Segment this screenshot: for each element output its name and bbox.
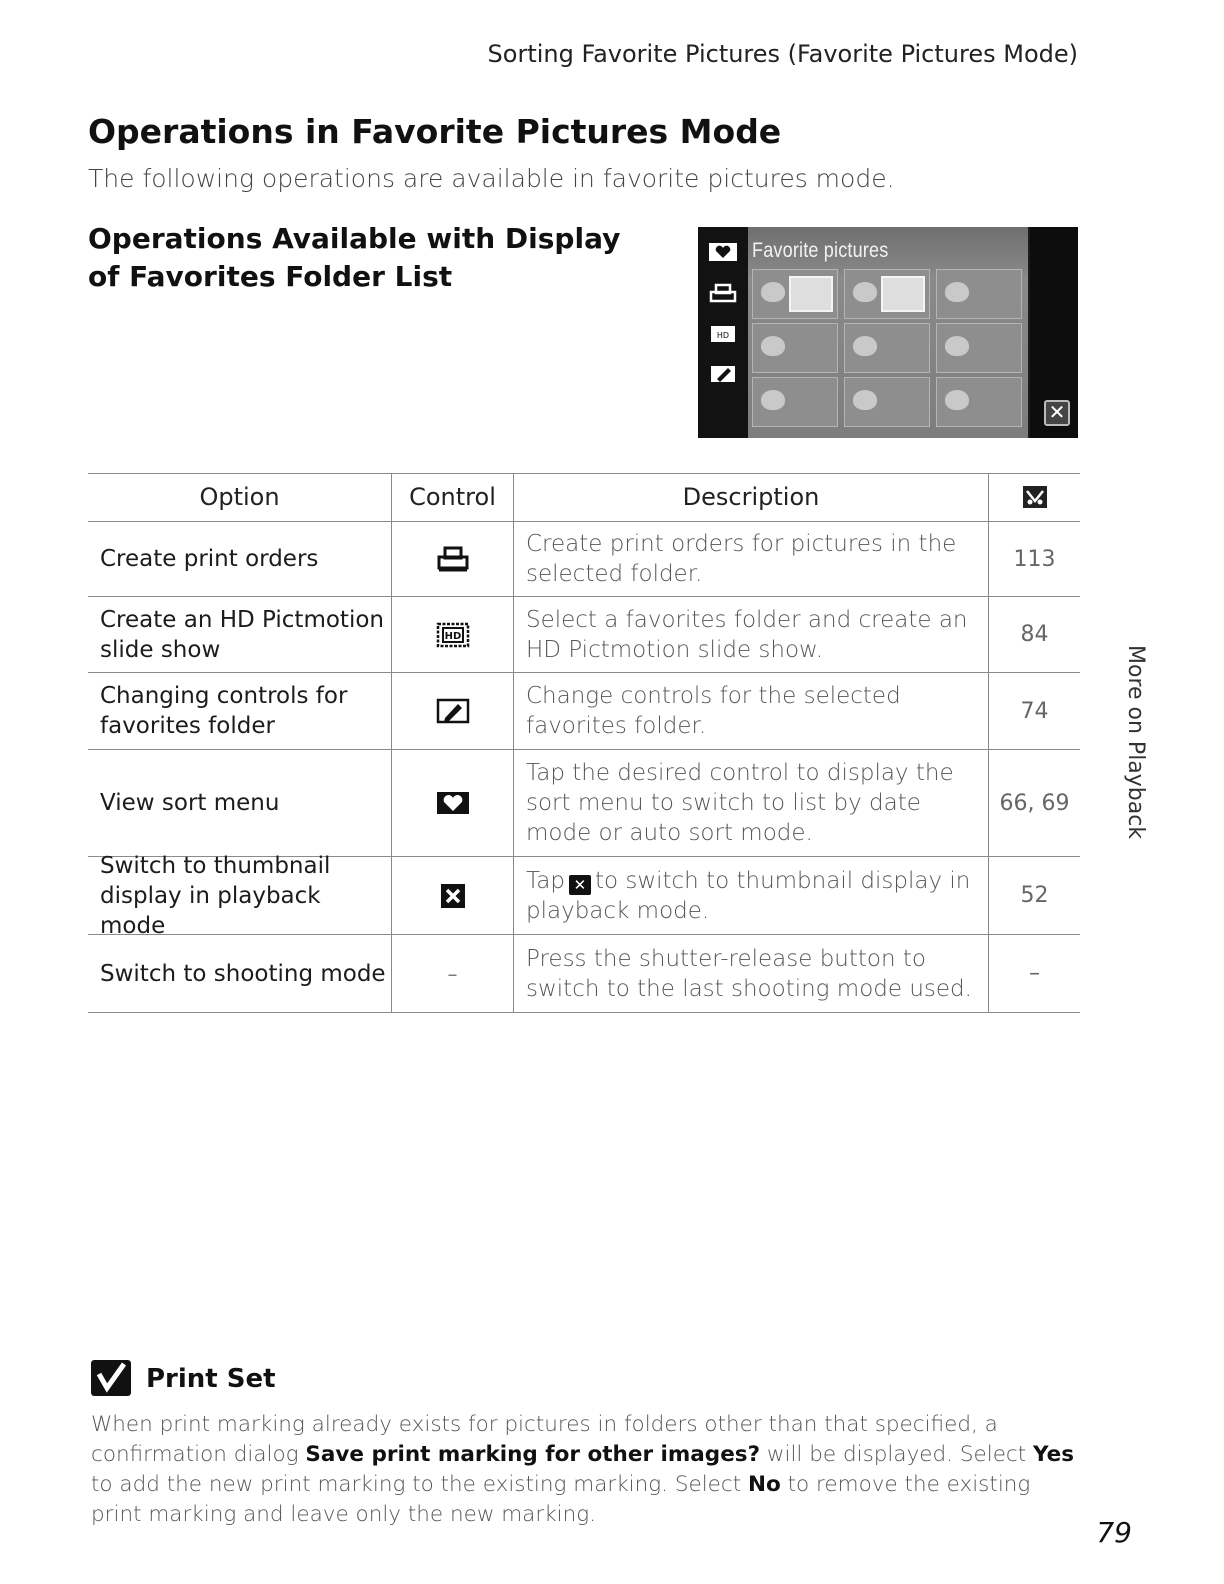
header-control: Control bbox=[391, 473, 513, 521]
edit-icon bbox=[708, 363, 738, 385]
thumbnail-close-icon bbox=[436, 883, 470, 909]
option-cell: Create print orders bbox=[100, 546, 319, 572]
folder-icon bbox=[761, 336, 785, 356]
description-cell bbox=[513, 857, 988, 934]
page-ref-cell: 113 bbox=[988, 522, 1080, 596]
table-row bbox=[88, 852, 1080, 939]
svg-text:HD: HD bbox=[444, 630, 461, 642]
section-side-tab bbox=[1118, 645, 1148, 840]
description-text: Tap ✕ to switch to thumbnail display in playback mode. bbox=[526, 867, 971, 924]
option-cell: Switch to shooting mode bbox=[100, 960, 386, 987]
control-cell: – bbox=[391, 935, 513, 1012]
table-row bbox=[88, 750, 1080, 857]
folder-icon bbox=[945, 282, 969, 302]
svg-text:HD: HD bbox=[716, 331, 730, 340]
folder-cell[interactable] bbox=[936, 269, 1022, 319]
hd-pictmotion-icon bbox=[436, 622, 470, 648]
header-reference bbox=[988, 473, 1080, 521]
running-head: Sorting Favorite Pictures (Favorite Pictures Mode) bbox=[487, 40, 1078, 68]
description-cell: Select a favorites folder and create an HD Pictmotion slide show. bbox=[513, 597, 988, 672]
control-cell bbox=[391, 750, 513, 856]
option-cell: View sort menu bbox=[100, 790, 280, 816]
page-ref-cell: 52 bbox=[988, 857, 1080, 934]
hd-pictmotion-icon bbox=[708, 323, 738, 345]
folder-icon bbox=[761, 390, 785, 410]
folder-cell[interactable] bbox=[844, 377, 930, 427]
description-cell: Change controls for the selected favorites folder. bbox=[513, 673, 988, 749]
page-ref-cell: – bbox=[988, 935, 1080, 1012]
reference-icon bbox=[1022, 485, 1048, 509]
table-header-row bbox=[88, 473, 1080, 522]
side-tab-label: More on Playback bbox=[1123, 645, 1148, 840]
note-body: When print marking already exists for pictures in folders other than that specified, a confirmation dialog Save print marking for other images? will be displayed. Select Yes to add the new print marking to the existing marking. Select No to remove the existing print marking and leave only the new marking. bbox=[91, 1412, 1074, 1527]
screen-side-toolbar bbox=[698, 227, 748, 438]
table-row bbox=[88, 935, 1080, 1013]
thumbnail bbox=[789, 276, 833, 312]
control-cell bbox=[391, 597, 513, 672]
yes-option: Yes bbox=[1033, 1442, 1074, 1467]
folder-icon bbox=[945, 336, 969, 356]
edit-icon bbox=[436, 698, 470, 724]
folder-cell[interactable] bbox=[936, 323, 1022, 373]
intro-text: The following operations are available in favorite pictures mode. bbox=[88, 164, 895, 193]
note-title: Print Set bbox=[146, 1364, 276, 1394]
camera-screen-illustration bbox=[698, 227, 1078, 438]
control-cell bbox=[391, 522, 513, 596]
header-option: Option bbox=[199, 483, 280, 511]
folder-cell[interactable] bbox=[752, 269, 838, 319]
folder-cell[interactable] bbox=[752, 323, 838, 373]
option-cell: Changing controls for favorites folder bbox=[100, 683, 348, 739]
page-ref-cell: 84 bbox=[988, 597, 1080, 672]
page-number: 79 bbox=[1096, 1516, 1132, 1549]
print-icon bbox=[436, 546, 470, 572]
thumbnail-close-icon[interactable]: ✕ bbox=[1044, 400, 1070, 426]
no-option: No bbox=[748, 1472, 781, 1497]
thumbnail bbox=[881, 276, 925, 312]
favorites-icon bbox=[436, 790, 470, 816]
folder-icon bbox=[761, 282, 785, 302]
screen-title: Favorite pictures bbox=[752, 239, 889, 262]
option-cell: Switch to thumbnail display in playback mode bbox=[100, 852, 331, 939]
favorites-icon bbox=[708, 241, 738, 263]
description-cell: Press the shutter-release button to switch to the last shooting mode used. bbox=[513, 935, 988, 1012]
control-cell bbox=[391, 857, 513, 934]
control-cell bbox=[391, 673, 513, 749]
thumbnail-close-icon: ✕ bbox=[569, 875, 591, 895]
dialog-name: Save print marking for other images? bbox=[305, 1442, 761, 1467]
table-row bbox=[88, 597, 1080, 673]
table-row bbox=[88, 522, 1080, 597]
favorites-folder-grid bbox=[752, 269, 1022, 427]
option-cell: Create an HD Pictmotion slide show bbox=[100, 606, 384, 663]
note-check-icon bbox=[91, 1360, 131, 1396]
description-cell: Create print orders for pictures in the selected folder. bbox=[513, 522, 988, 596]
folder-icon bbox=[945, 390, 969, 410]
folder-icon bbox=[853, 282, 877, 302]
folder-cell[interactable] bbox=[752, 377, 838, 427]
page-title: Operations in Favorite Pictures Mode bbox=[88, 112, 782, 151]
folder-icon bbox=[853, 336, 877, 356]
folder-icon bbox=[853, 390, 877, 410]
folder-cell[interactable] bbox=[844, 269, 930, 319]
table-row bbox=[88, 673, 1080, 750]
section-title: Operations Available with Display of Favorites Folder List bbox=[88, 222, 621, 293]
header-description: Description bbox=[513, 473, 988, 521]
folder-cell[interactable] bbox=[844, 323, 930, 373]
folder-cell[interactable] bbox=[936, 377, 1022, 427]
page-ref-cell: 74 bbox=[988, 673, 1080, 749]
print-icon bbox=[708, 283, 738, 305]
description-cell: Tap the desired control to display the sort menu to switch to list by date mode or auto sort mode. bbox=[513, 750, 988, 856]
page-ref-cell: 66, 69 bbox=[988, 750, 1080, 856]
